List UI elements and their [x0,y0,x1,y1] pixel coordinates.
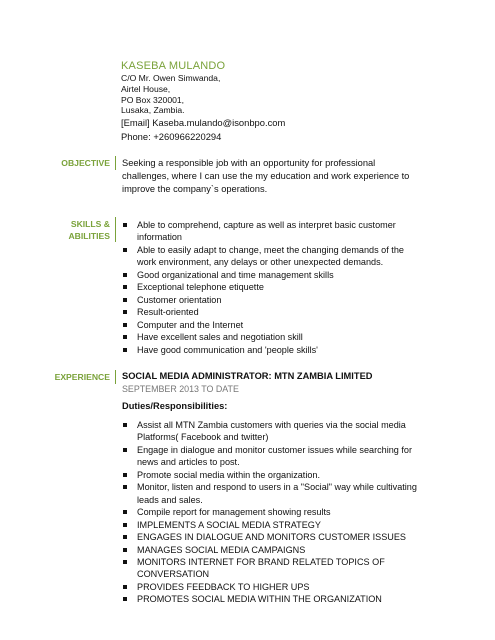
address-line: C/O Mr. Owen Simwanda, [121,73,221,83]
list-item: Assist all MTN Zambia customers with queries via the social media Platforms( Facebook and twitter) [122,419,422,444]
list-item: Exceptional telephone etiquette [122,281,422,293]
list-item: ENGAGES IN DIALOGUE AND MONITORS CUSTOMER ISSUES [122,531,422,543]
experience-label: EXPERIENCE [54,372,110,382]
phone-line: Phone: +260966220294 [121,130,222,142]
skills-label-line1: SKILLS & [70,219,110,229]
email-line: [Email] Kaseba.mulando@isonbpo.com [121,117,286,129]
section-divider [115,370,116,384]
address-line: PO Box 320001, [121,94,185,105]
list-item: PROMOTES SOCIAL MEDIA WITHIN THE ORGANIZATION [122,593,422,605]
list-item: MONITORS INTERNET FOR BRAND RELATED TOPICS OF CONVERSATION [122,556,422,581]
skills-label [0,218,110,242]
section-divider [115,217,116,242]
address-line: Airtel House, [121,83,171,94]
list-item: MANAGES SOCIAL MEDIA CAMPAIGNS [122,544,422,556]
list-item: Compile report for management showing results [122,506,422,518]
list-item: Promote social media within the organization. [122,469,422,481]
objective-label: OBJECTIVE [61,158,110,168]
candidate-name: KASEBA MULANDO [121,60,226,72]
job-title: SOCIAL MEDIA ADMINISTRATOR: MTN ZAMBIA LIMITED [122,371,373,381]
list-item: Good organizational and time management skills [122,269,422,281]
list-item: IMPLEMENTS A SOCIAL MEDIA STRATEGY [122,519,422,531]
duties-list [122,419,422,606]
list-item: Have excellent sales and negotiation skill [122,331,422,343]
list-item: Have good communication and 'people skills' [122,344,422,356]
skills-label-line2: ABILITIES [68,231,110,241]
list-item: Monitor, listen and respond to users in a "Social" way while cultivating leads and sales. [122,481,422,506]
list-item: Able to comprehend, capture as well as interpret basic customer information [122,219,422,244]
job-date: SEPTEMBER 2013 TO DATE [122,384,239,394]
section-divider [115,156,116,170]
resume-header [121,60,285,143]
list-item: PROVIDES FEEDBACK TO HIGHER UPS [122,581,422,593]
list-item: Result-oriented [122,306,422,318]
skills-list [122,219,422,356]
duties-heading: Duties/Responsibilities: [122,401,228,411]
list-item: Computer and the Internet [122,319,422,331]
list-item: Customer orientation [122,294,422,306]
list-item: Engage in dialogue and monitor customer issues while searching for news and articles to post. [122,444,422,469]
list-item: Able to easily adapt to change, meet the changing demands of the work environment, any delays or other unexpected demands. [122,244,422,269]
objective-text: Seeking a responsible job with an opportunity for professional challenges, where I can use the my education and work experience to improve the company`s operations. [122,158,410,194]
address-line: Lusaka, Zambia. [121,105,185,116]
